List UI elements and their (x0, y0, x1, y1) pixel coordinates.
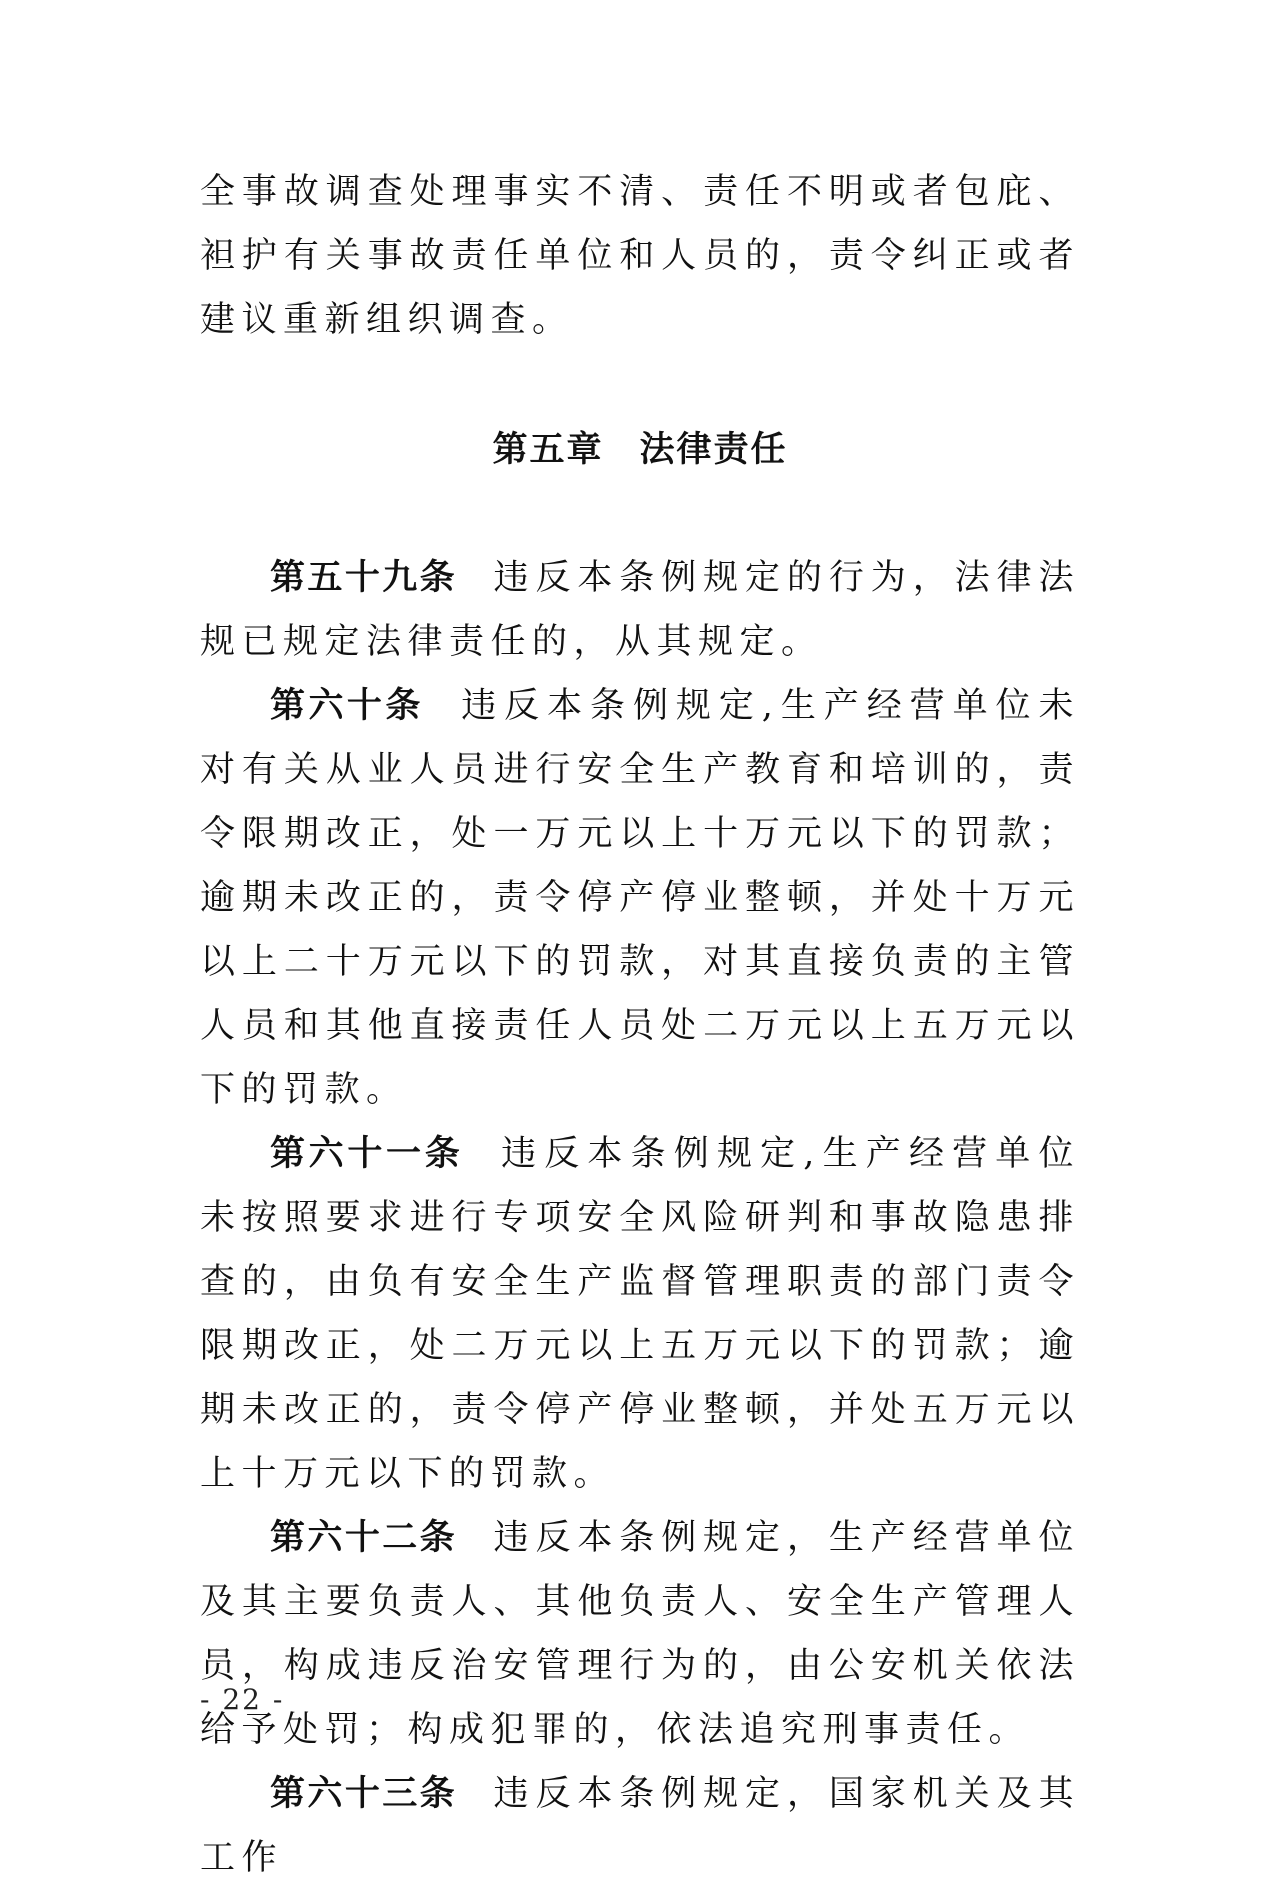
article-62-text: 违反本条例规定，生产经营单位及其主要负责人、其他负责人、安全生产管理人员，构成违反治安管理行为的，由公安机关依法给予处罚；构成犯罪的，依法追究刑事责任。 (200, 1518, 1080, 1750)
article-63 (200, 1762, 1080, 1890)
article-60-number: 第六十条 (270, 686, 424, 726)
article-61-number: 第六十一条 (270, 1134, 464, 1174)
chapter-number: 第五章 (492, 430, 604, 470)
article-61 (200, 1122, 1080, 1506)
article-62-number: 第六十二条 (270, 1518, 458, 1558)
article-61-text: 违反本条例规定,生产经营单位未按照要求进行专项安全风险研判和事故隐患排查的，由负有安全生产监督管理职责的部门责令限期改正，处二万元以上五万元以下的罚款；逾期未改正的，责令停产停业整顿，并处五万元以上十万元以下的罚款。 (200, 1134, 1080, 1494)
page-number: - 22 - (200, 1683, 285, 1716)
article-59 (200, 546, 1080, 674)
intro-paragraph: 全事故调查处理事实不清、责任不明或者包庇、袒护有关事故责任单位和人员的，责令纠正或者建议重新组织调查。 (200, 172, 1080, 340)
article-63-text: 违反本条例规定，国家机关及其工作 (200, 1774, 1080, 1878)
article-59-number: 第五十九条 (270, 558, 458, 598)
article-60 (200, 674, 1080, 1122)
chapter-title: 法律责任 (639, 430, 788, 470)
article-59-text: 违反本条例规定的行为，法律法规已规定法律责任的，从其规定。 (200, 558, 1080, 662)
article-62 (200, 1506, 1080, 1762)
article-60-text: 违反本条例规定,生产经营单位未对有关从业人员进行安全生产教育和培训的，责令限期改正，处一万元以上十万元以下的罚款；逾期未改正的，责令停产停业整顿，并处十万元以上二十万元以下的罚款，对其直接负责的主管人员和其他直接责任人员处二万元以上五万元以下的罚款。 (200, 686, 1080, 1110)
chapter-heading (200, 418, 1080, 482)
article-63-number: 第六十三条 (270, 1774, 458, 1814)
document-page (200, 160, 1080, 1890)
